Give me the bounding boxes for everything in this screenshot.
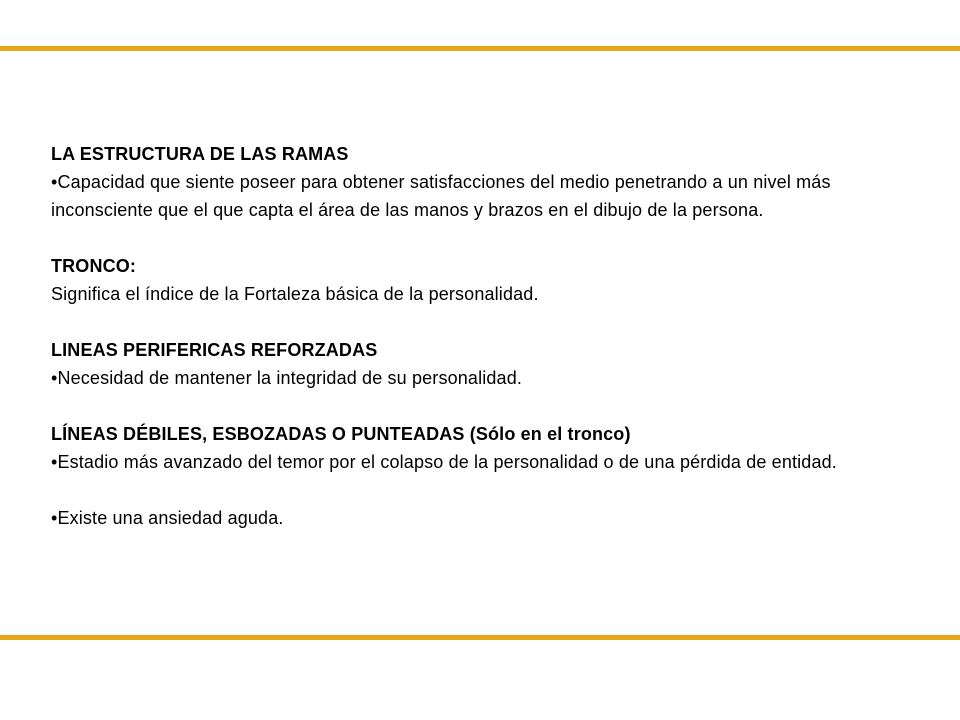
section-heading: LA ESTRUCTURA DE LAS RAMAS [51,144,349,164]
section-extra-bullet: •Existe una ansiedad aguda. [51,508,284,528]
spacer [51,476,911,504]
spacer [51,392,911,420]
section-weak-lines [51,420,911,532]
bottom-accent-rule [0,635,960,640]
section-trunk [51,252,911,308]
section-branch-structure [51,140,911,224]
section-body: •Capacidad que siente poseer para obtener satisfacciones del medio penetrando a un nivel más inconsciente que el que capta el área de las manos y brazos en el dibujo de la persona. [51,172,831,220]
slide-content [51,140,911,532]
section-body: •Estadio más avanzado del temor por el colapso de la personalidad o de una pérdida de entidad. [51,452,837,472]
spacer [51,308,911,336]
section-heading: TRONCO: [51,256,137,276]
section-reinforced-lines [51,336,911,392]
section-body: Significa el índice de la Fortaleza básica de la personalidad. [51,284,539,304]
top-accent-rule [0,46,960,51]
section-heading: LÍNEAS DÉBILES, ESBOZADAS O PUNTEADAS (Sólo en el tronco) [51,424,631,444]
spacer [51,224,911,252]
section-heading: LINEAS PERIFERICAS REFORZADAS [51,340,378,360]
section-body: •Necesidad de mantener la integridad de su personalidad. [51,368,523,388]
